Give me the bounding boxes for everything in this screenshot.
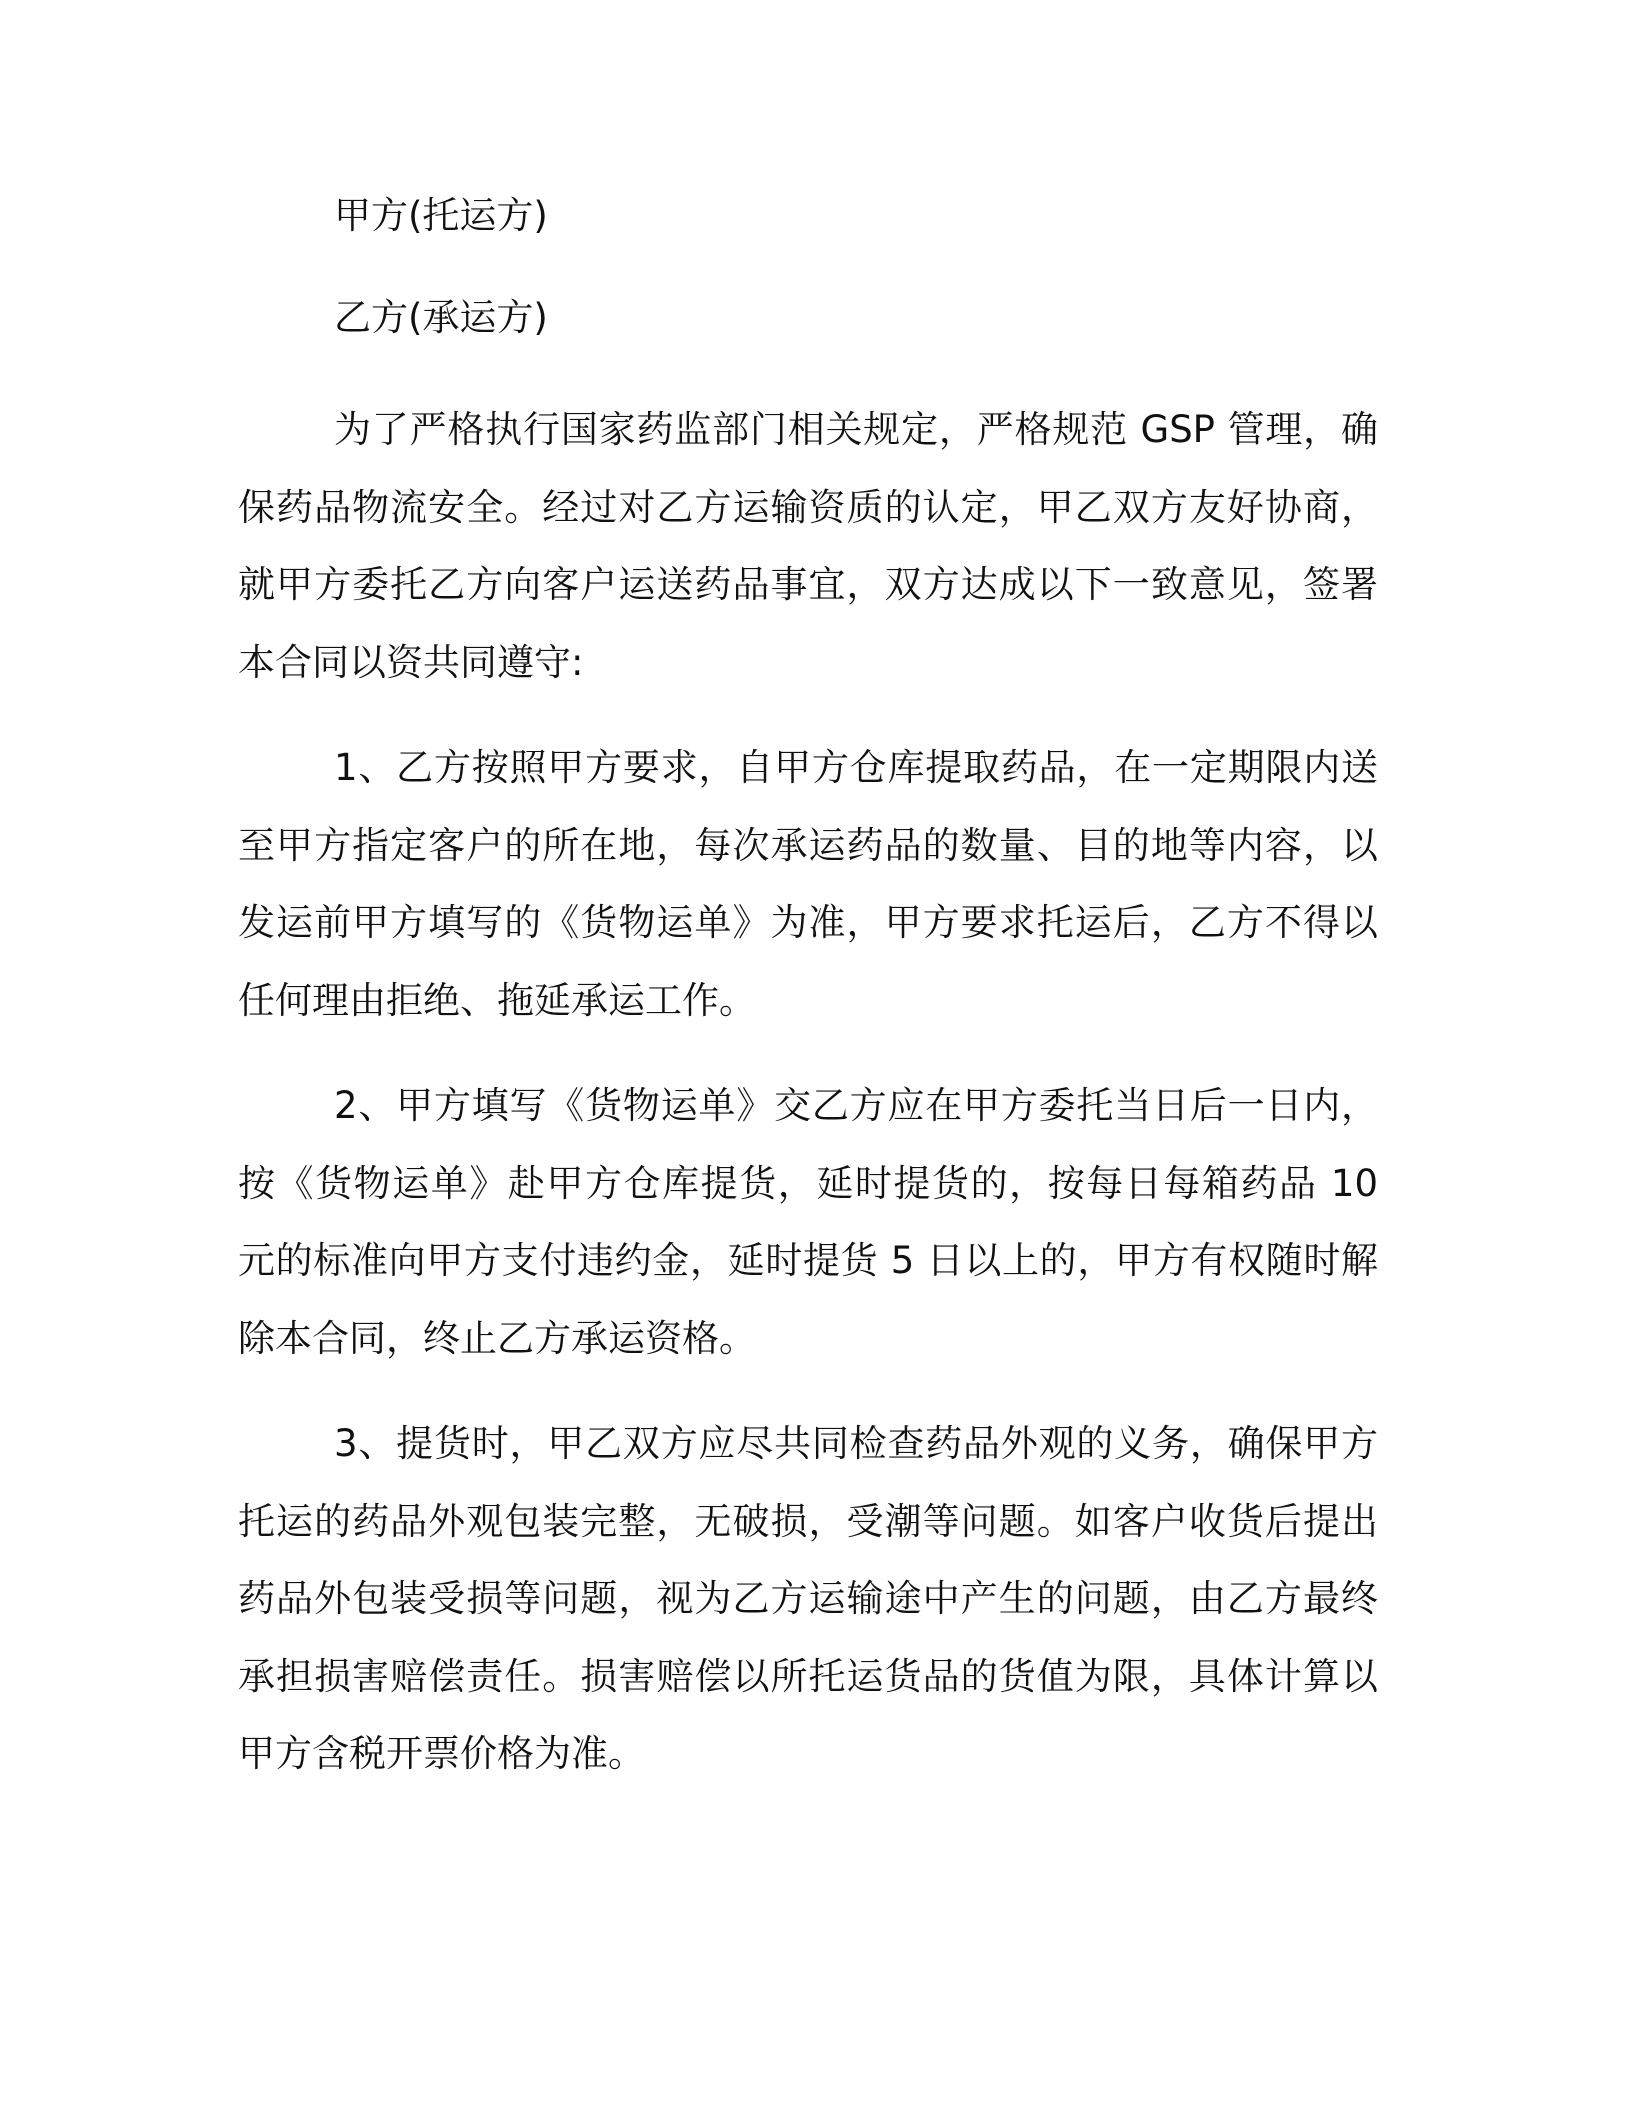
contract-body xyxy=(238,190,1378,1793)
clause-2-paragraph: 2、甲方填写《货物运单》交乙方应在甲方委托当日后一日内，按《货物运单》赴甲方仓库提货，延时提货的，按每日每箱药品 10 元的标准向甲方支付违约金，延时提货 5 日以上的，甲方有权随时解除本合同，终止乙方承运资格。 xyxy=(238,1084,1378,1360)
party-b-line: 乙方(承运方) xyxy=(334,296,548,339)
clause-3-paragraph: 3、提货时，甲乙双方应尽共同检查药品外观的义务，确保甲方托运的药品外观包装完整，无破损，受潮等问题。如客户收货后提出药品外包装受损等问题，视为乙方运输途中产生的问题，由乙方最终承担损害赔偿责任。损害赔偿以所托运货品的货值为限，具体计算以甲方含税开票价格为准。 xyxy=(238,1422,1378,1775)
party-a-line: 甲方(托运方) xyxy=(334,194,548,237)
clause-1-paragraph: 1、乙方按照甲方要求，自甲方仓库提取药品，在一定期限内送至甲方指定客户的所在地，每次承运药品的数量、目的地等内容，以发运前甲方填写的《货物运单》为准，甲方要求托运后，乙方不得以任何理由拒绝、拖延承运工作。 xyxy=(238,746,1378,1022)
intro-paragraph: 为了严格执行国家药监部门相关规定，严格规范 GSP 管理，确保药品物流安全。经过对乙方运输资质的认定，甲乙双方友好协商，就甲方委托乙方向客户运送药品事宜，双方达成以下一致意见，签署本合同以资共同遵守: xyxy=(238,408,1378,684)
